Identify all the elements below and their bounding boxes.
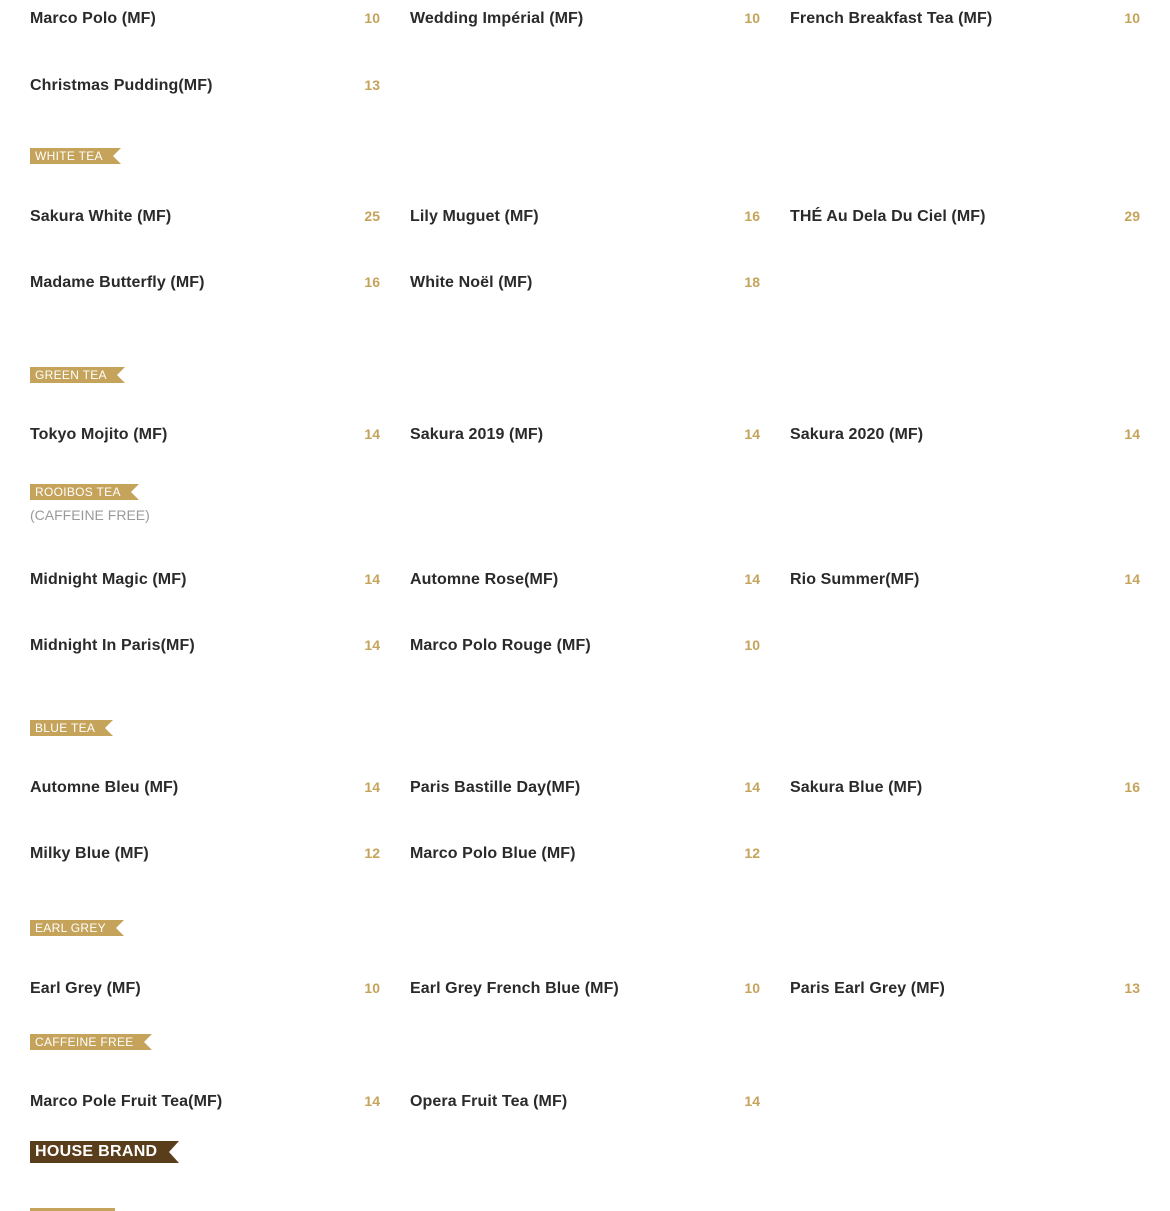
item-price: 13 xyxy=(364,77,380,93)
item-price: 16 xyxy=(1124,779,1140,795)
item-name: Paris Earl Grey (MF) xyxy=(790,980,945,997)
menu-item xyxy=(30,412,380,479)
menu-item xyxy=(30,195,380,262)
house-brand-tag: HOUSE BRAND xyxy=(30,1141,169,1163)
item-price: 14 xyxy=(744,1093,760,1109)
item-price: 16 xyxy=(744,208,760,224)
item-name: Wedding Impérial (MF) xyxy=(410,10,584,27)
menu-row xyxy=(30,195,1140,262)
item-name: Marco Pole Fruit Tea(MF) xyxy=(30,1093,223,1110)
item-name: Sakura Blue (MF) xyxy=(790,779,923,796)
caffeine-free-note: (CAFFEINE FREE) xyxy=(30,507,150,523)
menu-row xyxy=(30,0,1140,41)
menu-item xyxy=(30,262,380,322)
item-price: 12 xyxy=(364,845,380,861)
menu-item xyxy=(410,561,760,628)
item-name: Marco Polo (MF) xyxy=(30,10,156,27)
item-name: Madame Butterfly (MF) xyxy=(30,274,205,291)
item-price: 29 xyxy=(1124,208,1140,224)
item-name: THÉ Au Dela Du Ciel (MF) xyxy=(790,208,986,225)
item-name: Automne Bleu (MF) xyxy=(30,779,179,796)
item-name: Midnight Magic (MF) xyxy=(30,571,187,588)
tea-menu xyxy=(30,0,1140,1165)
section-tag: WHITE TEA xyxy=(30,148,113,164)
menu-item xyxy=(30,0,380,41)
item-price: 12 xyxy=(744,845,760,861)
section-header-house-brand xyxy=(30,1141,1140,1165)
item-name: Rio Summer(MF) xyxy=(790,571,920,588)
menu-row xyxy=(30,832,1140,892)
menu-item xyxy=(30,832,380,892)
item-name: Earl Grey French Blue (MF) xyxy=(410,980,619,997)
item-name: Sakura White (MF) xyxy=(30,208,172,225)
section-header-white-tea xyxy=(30,147,1140,167)
section-header-green-tea xyxy=(30,366,1140,386)
menu-item xyxy=(410,765,760,832)
menu-item xyxy=(790,412,1140,479)
item-price: 14 xyxy=(1124,426,1140,442)
section-tag: BLUE TEA xyxy=(30,720,105,736)
item-price: 10 xyxy=(1124,10,1140,26)
menu-item xyxy=(790,561,1140,628)
menu-item xyxy=(790,0,1140,41)
menu-row xyxy=(30,561,1140,628)
menu-item xyxy=(30,41,380,108)
menu-item xyxy=(410,195,760,262)
item-name: Lily Muguet (MF) xyxy=(410,208,539,225)
item-name: Opera Fruit Tea (MF) xyxy=(410,1093,568,1110)
menu-item xyxy=(790,765,1140,832)
section-tag: ROOIBOS TEA xyxy=(30,484,131,500)
item-price: 14 xyxy=(364,779,380,795)
item-name: Midnight In Paris(MF) xyxy=(30,637,195,654)
menu-row xyxy=(30,628,1140,688)
menu-item xyxy=(410,628,760,688)
item-name: Christmas Pudding(MF) xyxy=(30,77,213,94)
item-name: Marco Polo Blue (MF) xyxy=(410,845,576,862)
menu-item xyxy=(410,0,760,41)
section-header-rooibos-tea xyxy=(30,483,1140,523)
item-price: 14 xyxy=(364,637,380,653)
section-tag: EARL GREY xyxy=(30,920,116,936)
item-name: French Breakfast Tea (MF) xyxy=(790,10,993,27)
item-name: Marco Polo Rouge (MF) xyxy=(410,637,591,654)
section-tag: GREEN TEA xyxy=(30,367,117,383)
menu-item xyxy=(30,561,380,628)
item-price: 13 xyxy=(1124,980,1140,996)
section-header-caffeine-free xyxy=(30,1033,1140,1053)
item-price: 14 xyxy=(1124,571,1140,587)
item-name: Earl Grey (MF) xyxy=(30,980,141,997)
menu-row xyxy=(30,41,1140,108)
item-price: 14 xyxy=(744,779,760,795)
item-name: Tokyo Mojito (MF) xyxy=(30,426,168,443)
item-price: 10 xyxy=(744,10,760,26)
item-name: Automne Rose(MF) xyxy=(410,571,559,588)
menu-item xyxy=(790,965,1140,1032)
menu-item xyxy=(30,628,380,688)
menu-item xyxy=(30,765,380,832)
item-price: 10 xyxy=(364,980,380,996)
item-price: 14 xyxy=(744,426,760,442)
item-name: Milky Blue (MF) xyxy=(30,845,149,862)
menu-item xyxy=(410,262,760,322)
item-name: White Noël (MF) xyxy=(410,274,533,291)
section-tag: CAFFEINE FREE xyxy=(30,1034,144,1050)
item-price: 10 xyxy=(744,980,760,996)
item-price: 10 xyxy=(744,637,760,653)
menu-item xyxy=(410,965,760,1032)
menu-item xyxy=(410,832,760,892)
menu-row xyxy=(30,262,1140,322)
item-price: 14 xyxy=(364,426,380,442)
menu-item xyxy=(410,1079,760,1146)
menu-item xyxy=(30,1079,380,1146)
item-price: 14 xyxy=(364,1093,380,1109)
menu-row xyxy=(30,1079,1140,1146)
item-price: 10 xyxy=(364,10,380,26)
section-header-blue-tea xyxy=(30,719,1140,739)
item-price: 14 xyxy=(364,571,380,587)
item-name: Sakura 2019 (MF) xyxy=(410,426,544,443)
menu-row xyxy=(30,965,1140,1032)
item-name: Paris Bastille Day(MF) xyxy=(410,779,581,796)
item-price: 16 xyxy=(364,274,380,290)
menu-item xyxy=(410,412,760,479)
menu-row xyxy=(30,765,1140,832)
item-price: 25 xyxy=(364,208,380,224)
item-price: 14 xyxy=(744,571,760,587)
item-name: Sakura 2020 (MF) xyxy=(790,426,924,443)
menu-row xyxy=(30,412,1140,479)
menu-item xyxy=(30,965,380,1032)
menu-item xyxy=(790,195,1140,262)
item-price: 18 xyxy=(744,274,760,290)
section-header-earl-grey xyxy=(30,919,1140,939)
